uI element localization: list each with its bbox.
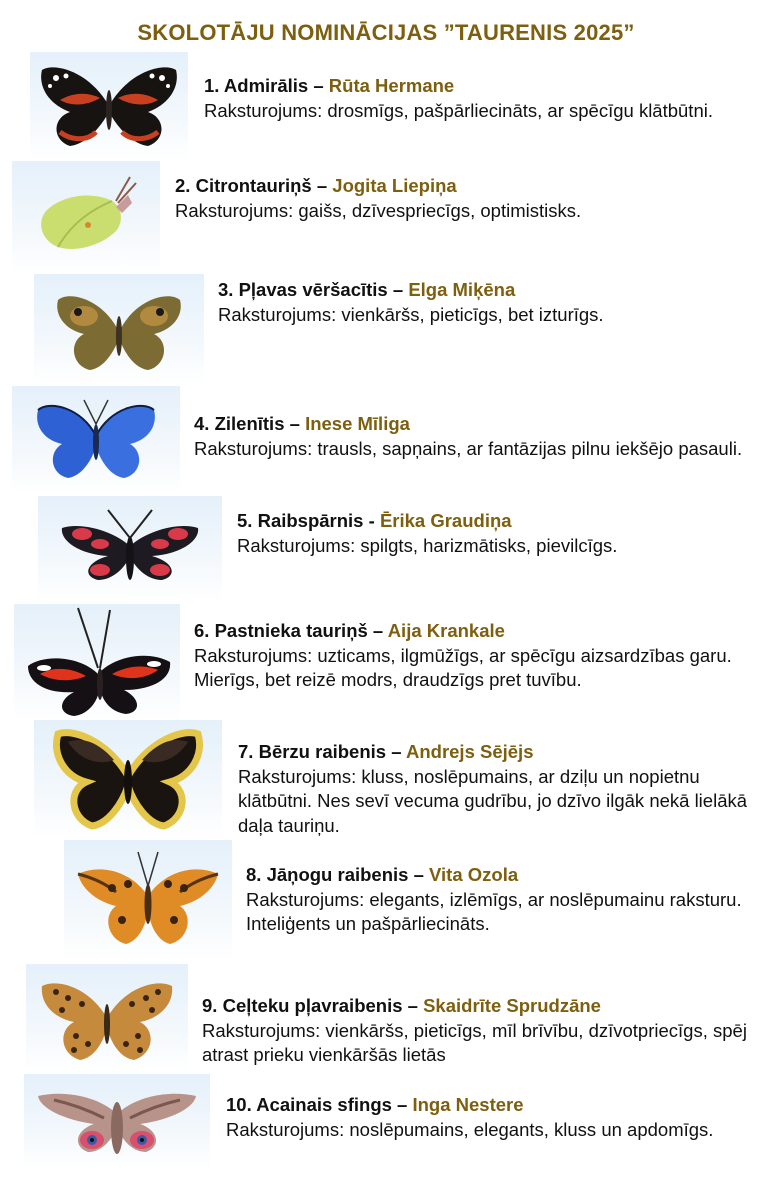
description-label: Raksturojums: [194,437,313,459]
butterfly-species: Zilenītis [214,413,285,434]
blue-butterfly-photo [12,386,180,494]
description-text: uzticams, ilgmūžīgs, ar spēcīgu aizsardzības garu. Mierīgs, bet reizē modrs, draudzīgs pret tuvību. [194,644,732,690]
nomination-text [238,740,760,838]
teacher-name: Rūta Hermane [328,75,455,96]
teacher-name: Ērika Graudiņa [379,510,512,531]
eyed-hawk-moth-photo [24,1074,210,1170]
butterfly-species: Raibspārnis [257,510,369,531]
teacher-name: Aija Krankale [387,620,505,641]
teacher-name: Jogita Liepiņa [332,175,457,196]
brimstone-butterfly-photo [12,161,160,273]
nomination-text [226,1093,760,1142]
separator: – [372,620,384,641]
description-label: Raksturojums: [194,644,313,666]
butterfly-species: Bērzu raibenis [258,741,387,762]
separator: – [316,175,328,196]
teacher-name: Skaidrīte Sprudzāne [423,995,601,1016]
camberwell-beauty-butterfly-photo [34,720,222,838]
nomination-text [194,412,760,461]
meadow-brown-butterfly-photo [34,274,204,384]
nomination-text [237,509,760,558]
separator: – [391,741,402,762]
description-text: drosmīgs, pašpārliecināts, ar spēcīgu klātbūtni. [327,99,713,121]
nomination-text [218,278,760,327]
separator: - [368,510,375,531]
description-text: vienkāršs, pieticīgs, bet izturīgs. [341,303,604,325]
teacher-name: Andrejs Sējējs [405,741,534,762]
nomination-number: 8. [246,864,262,885]
description-label: Raksturojums: [246,888,365,910]
postman-butterfly-photo [14,604,180,720]
butterfly-species: Acainais sfings [256,1094,392,1115]
description-text: elegants, izlēmīgs, ar noslēpumainu raksturu. Inteliģents un pašpārliecināts. [246,888,742,934]
page-title: SKOLOTĀJU NOMINĀCIJAS ”TAURENIS 2025” [137,20,635,45]
burnet-moth-photo [38,496,222,602]
nomination-text [194,619,760,693]
description-label: Raksturojums: [175,199,294,221]
butterfly-species: Pļavas vēršacītis [238,279,388,300]
nomination-number: 3. [218,279,234,300]
description-text: spilgts, harizmātisks, pievilcīgs. [360,534,618,556]
separator: – [397,1094,408,1115]
separator: – [392,279,404,300]
separator: – [407,995,418,1016]
description-text: noslēpumains, elegants, kluss un apdomīgs. [349,1118,714,1140]
comma-butterfly-photo [64,840,232,960]
nomination-number: 5. [237,510,253,531]
teacher-name: Elga Miķēna [408,279,516,300]
nomination-number: 9. [202,995,218,1016]
description-label: Raksturojums: [238,765,357,787]
nomination-text [204,74,760,123]
butterfly-species: Citrontauriņš [195,175,312,196]
butterfly-species: Admirālis [223,75,309,96]
nomination-number: 1. [204,75,220,96]
teacher-name: Inese Mīliga [305,413,410,434]
description-text: vienkāršs, pieticīgs, mīl brīvību, dzīvotpriecīgs, spēj atrast prieku vienkāršās lietās [202,1019,747,1065]
description-label: Raksturojums: [202,1019,321,1041]
butterfly-species: Ceļteku pļavraibenis [222,995,403,1016]
description-label: Raksturojums: [226,1118,345,1140]
description-label: Raksturojums: [237,534,356,556]
butterfly-species: Jāņogu raibenis [266,864,409,885]
description-text: kluss, noslēpumains, ar dziļu un nopietnu klātbūtni. Nes sevī vecuma gudrību, jo dzīvo ilgāk nekā lielākā daļa tauriņu. [238,765,748,836]
teacher-name: Inga Nestere [412,1094,524,1115]
nomination-number: 7. [238,741,254,762]
nomination-text [175,174,760,223]
red-admiral-butterfly-photo [30,52,188,160]
description-text: gaišs, dzīvespriecīgs, optimistisks. [298,199,582,221]
nomination-text [246,863,760,937]
separator: – [413,864,424,885]
nomination-number: 10. [226,1094,252,1115]
nomination-number: 6. [194,620,210,641]
separator: – [289,413,300,434]
nomination-number: 2. [175,175,191,196]
nomination-text [202,994,760,1068]
description-text: trausls, sapņains, ar fantāzijas pilnu iekšējo pasauli. [317,437,743,459]
teacher-name: Vita Ozola [429,864,519,885]
separator: – [313,75,324,96]
description-label: Raksturojums: [204,99,323,121]
butterfly-species: Pastnieka tauriņš [214,620,368,641]
glanville-fritillary-butterfly-photo [26,964,188,1072]
description-label: Raksturojums: [218,303,337,325]
nomination-number: 4. [194,413,210,434]
